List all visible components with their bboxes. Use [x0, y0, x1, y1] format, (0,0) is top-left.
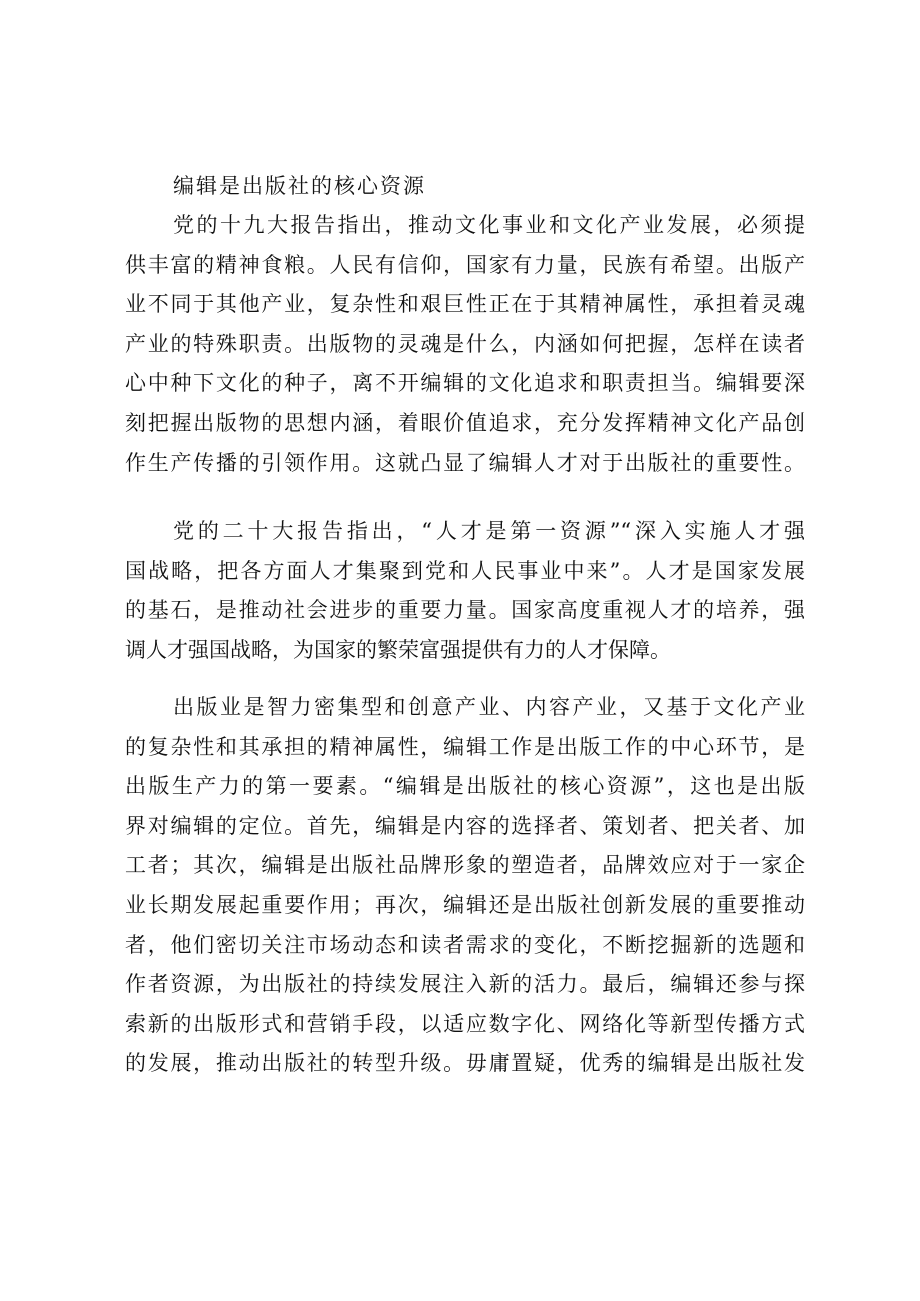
paragraph-line: 的复杂性和其承担的精神属性，编辑工作是出版工作的中心环节，是 [125, 734, 805, 759]
paragraph-line: 业不同于其他产业，复杂性和艰巨性正在于其精神属性，承担着灵魂 [125, 292, 805, 317]
paragraph-1 [125, 206, 805, 483]
paragraph-line: 心中种下文化的种子，离不开编辑的文化追求和职责担当。编辑要深 [125, 371, 805, 396]
paragraph-line: 作生产传播的引领作用。这就凸显了编辑人才对于出版社的重要性。 [125, 450, 805, 475]
paragraph-line: 者，他们密切关注市场动态和读者需求的变化，不断挖掘新的选题和 [125, 932, 805, 957]
paragraph-line: 工者；其次，编辑是出版社品牌形象的塑造者，品牌效应对于一家企 [125, 853, 805, 878]
paragraph-line: 出版生产力的第一要素。“编辑是出版社的核心资源”，这也是出版 [125, 774, 805, 799]
paragraph-3 [125, 688, 805, 1084]
paragraph-line: 调人才强国战略，为国家的繁荣富强提供有力的人才保障。 [125, 637, 671, 662]
paragraph-line: 作者资源，为出版社的持续发展注入新的活力。最后，编辑还参与探 [125, 972, 805, 997]
paragraph-line: 刻把握出版物的思想内涵，着眼价值追求，充分发挥精神文化产品创 [125, 410, 805, 435]
paragraph-line: 供丰富的精神食粮。人民有信仰，国家有力量，民族有希望。出版产 [125, 252, 805, 277]
paragraph-line: 界对编辑的定位。首先，编辑是内容的选择者、策划者、把关者、加 [125, 813, 805, 838]
section-heading: 编辑是出版社的核心资源 [173, 174, 426, 198]
paragraph-line: 产业的特殊职责。出版物的灵魂是什么，内涵如何把握，怎样在读者 [125, 331, 805, 356]
paragraph-line: 国战略，把各方面人才集聚到党和人民事业中来”。人才是国家发展 [125, 558, 805, 583]
paragraph-line: 的基石，是推动社会进步的重要力量。国家高度重视人才的培养，强 [125, 598, 805, 623]
paragraph-line: 党的十九大报告指出，推动文化事业和文化产业发展，必须提 [173, 213, 805, 237]
paragraph-2 [125, 512, 805, 670]
paragraph-line: 的发展，推动出版社的转型升级。毋庸置疑，优秀的编辑是出版社发 [125, 1051, 805, 1076]
paragraph-line: 出版业是智力密集型和创意产业、内容产业，又基于文化产业 [173, 695, 805, 719]
paragraph-line: 党的二十大报告指出，“人才是第一资源”“深入实施人才强 [173, 519, 805, 543]
paragraph-line: 业长期发展起重要作用；再次，编辑还是出版社创新发展的重要推动 [125, 892, 805, 917]
paragraph-line: 索新的出版形式和营销手段，以适应数字化、网络化等新型传播方式 [125, 1011, 805, 1036]
